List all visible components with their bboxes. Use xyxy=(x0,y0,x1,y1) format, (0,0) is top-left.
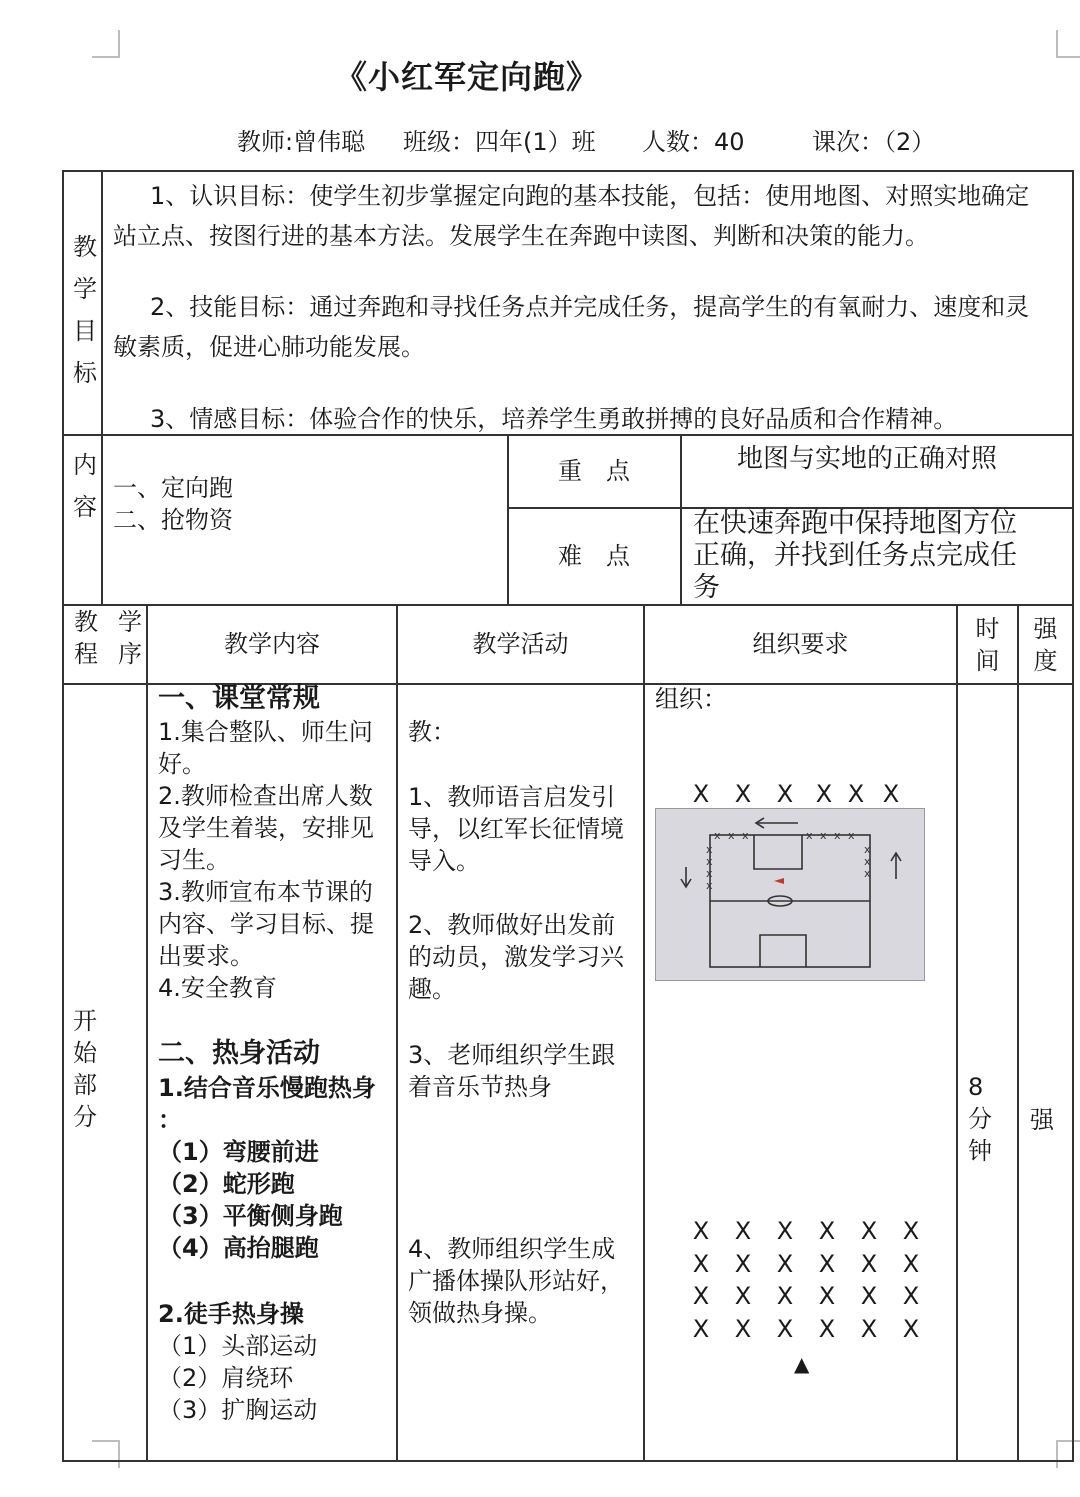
header-procedure-2: 程 序 xyxy=(74,640,142,668)
field-map-photo xyxy=(655,808,925,981)
content-label: 内 容 xyxy=(73,451,97,521)
content-item-1: 一、定向跑 xyxy=(113,474,233,502)
activity-4: 4、教师组织学生成 广播体操队形站好， 领做热身操。 xyxy=(408,1235,624,1327)
key-point-label: 重 点 xyxy=(558,457,630,485)
svg-text:x: x xyxy=(864,867,871,880)
difficulty-label: 难 点 xyxy=(558,542,630,570)
header-teaching-activity: 教学活动 xyxy=(472,630,569,658)
header-intensity: 强 度 xyxy=(1033,615,1058,675)
content-list: 1.集合整队、师生问 好。 2.教师检查出席人数 及学生着装，安排见 习生。 3.教师宣布本节课的 内容、学习目标、提 出要求。 4.安全教育 xyxy=(158,718,374,1002)
warmup-exercise-heading: 2.徒手热身操 xyxy=(158,1300,304,1328)
svg-text:x: x xyxy=(706,879,713,892)
field-map-sketch xyxy=(656,809,924,980)
lesson-info: 课次：（2） xyxy=(812,128,936,156)
header-time: 时 间 xyxy=(975,615,1000,675)
activity-3: 3、老师组织学生跟 着音乐节热身 xyxy=(408,1041,616,1101)
class-info: 班级：四年(1）班 xyxy=(403,128,596,156)
activity-1: 1、教师语言启发引 导，以红军长征情境 导入。 xyxy=(408,783,624,875)
section-label-start: 开 始 部 分 xyxy=(73,1007,97,1131)
svg-text:x: x xyxy=(742,829,749,842)
svg-text:x: x xyxy=(806,829,813,842)
content-heading-warmup: 二、热身活动 xyxy=(158,1038,320,1069)
svg-text:x: x xyxy=(820,829,827,842)
objective-1-line-1: 1、认识目标：使学生初步掌握定向跑的基本技能，包括：使用地图、对照实地确定 xyxy=(150,182,1030,210)
key-point-value: 地图与实地的正确对照 xyxy=(737,444,998,474)
section-time: 8 分 钟 xyxy=(968,1073,992,1165)
svg-text:x: x xyxy=(864,843,871,856)
objectives-label: 教 学 目 标 xyxy=(73,233,97,387)
page-corner-mark xyxy=(1056,30,1080,58)
page-corner-mark xyxy=(92,30,120,58)
warmup-list: 1.结合音乐慢跑热身 ： （1）弯腰前进 （2）蛇形跑 （3）平衡侧身跑 （4）高抬腿跑 xyxy=(158,1074,376,1262)
activity-teach-label: 教： xyxy=(408,718,456,746)
difficulty-value: 在快速奔跑中保持地图方位 正确，并找到任务点完成任 务 xyxy=(693,508,1017,603)
objective-3: 3、情感目标：体验合作的快乐，培养学生勇敢拼搏的良好品质和合作精神。 xyxy=(150,405,958,433)
svg-text:x: x xyxy=(834,829,841,842)
page-corner-mark xyxy=(1056,1440,1080,1468)
header-teaching-content: 教学内容 xyxy=(224,630,320,658)
page-corner-mark xyxy=(92,1440,120,1468)
teacher-position-icon: ▲ xyxy=(794,1352,810,1376)
svg-text:x: x xyxy=(848,829,855,842)
org-label: 组织： xyxy=(655,685,727,713)
svg-text:x: x xyxy=(706,855,713,868)
section-intensity: 强 xyxy=(1030,1106,1054,1134)
content-heading-routine: 一、课堂常规 xyxy=(158,683,320,714)
objective-2-line-2: 敏素质，促进心肺功能发展。 xyxy=(113,333,425,361)
header-organization: 组织要求 xyxy=(752,630,849,658)
objective-1-line-2: 站立点、按图行进的基本方法。发展学生在奔跑中读图、判断和决策的能力。 xyxy=(113,222,929,250)
svg-text:x: x xyxy=(706,867,713,880)
warmup-exercise-list: （1）头部运动 （2）肩绕环 （3）扩胸运动 xyxy=(158,1332,318,1424)
student-count-info: 人数：40 xyxy=(642,128,745,156)
svg-text:x: x xyxy=(728,829,735,842)
objective-2-line-1: 2、技能目标：通过奔跑和寻找任务点并完成任务，提高学生的有氧耐力、速度和灵 xyxy=(150,293,1030,321)
document-title: 《小红军定向跑》 xyxy=(335,58,600,96)
svg-text:x: x xyxy=(706,843,713,856)
header-procedure: 教 学 xyxy=(74,608,142,636)
teacher-info: 教师:曾伟聪 xyxy=(237,128,366,156)
svg-text:x: x xyxy=(864,855,871,868)
activity-2: 2、教师做好出发前 的动员，激发学习兴 趣。 xyxy=(408,911,624,1003)
student-line-formation: X X X X X X xyxy=(692,780,900,808)
svg-text:x: x xyxy=(714,829,721,842)
content-item-2: 二、抢物资 xyxy=(113,506,233,534)
